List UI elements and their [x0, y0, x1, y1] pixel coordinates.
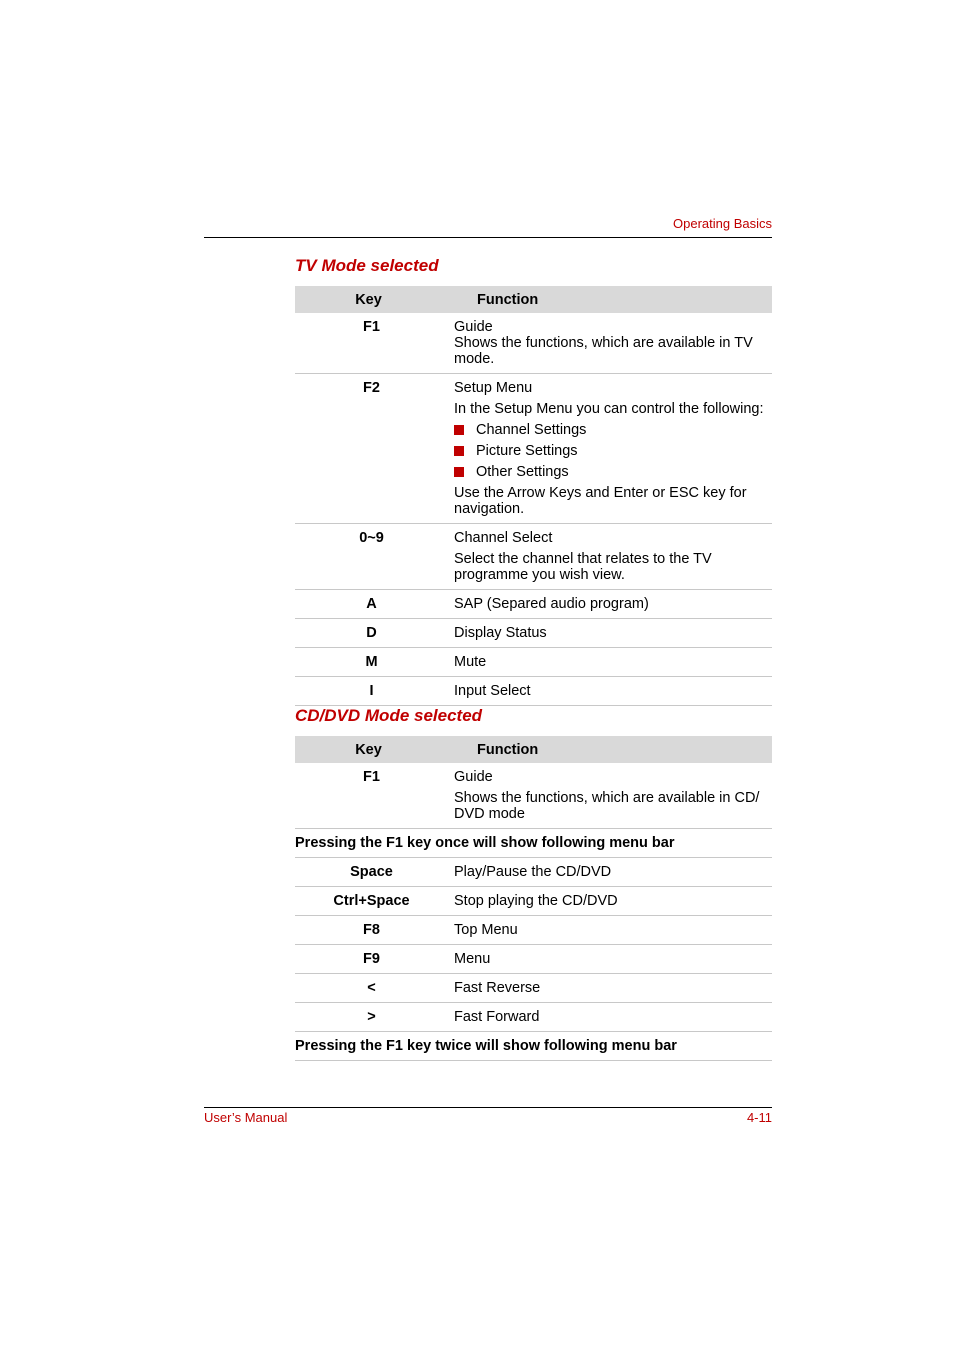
column-header-function: Function	[448, 286, 772, 313]
list-item-label: Channel Settings	[476, 422, 587, 438]
list-item	[454, 422, 766, 438]
column-header-key: Key	[295, 286, 448, 313]
list-item-label: Other Settings	[476, 464, 569, 480]
key-cell: D	[295, 619, 448, 648]
table-header-row	[295, 286, 772, 313]
function-cell: Fast Forward	[448, 1003, 772, 1032]
function-title: Guide	[454, 769, 493, 785]
table-row	[295, 590, 772, 619]
function-cell	[448, 374, 772, 524]
table-row	[295, 648, 772, 677]
table-row	[295, 677, 772, 706]
table-row	[295, 974, 772, 1003]
function-cell: Mute	[448, 648, 772, 677]
list-item	[454, 443, 766, 459]
key-cell: A	[295, 590, 448, 619]
table-row	[295, 829, 772, 858]
red-square-bullet-icon	[454, 467, 464, 477]
key-cell: >	[295, 1003, 448, 1032]
key-cell: 0~9	[295, 524, 448, 590]
tv-mode-title: TV Mode selected	[295, 256, 439, 275]
function-cell: Display Status	[448, 619, 772, 648]
key-cell: Ctrl+Space	[295, 887, 448, 916]
table-row	[295, 858, 772, 887]
table-row	[295, 619, 772, 648]
page-number: 4-11	[746, 1110, 772, 1125]
list-item-label: Picture Settings	[476, 443, 578, 459]
footer-rule	[204, 1107, 772, 1108]
table-row	[295, 945, 772, 974]
function-cell: Play/Pause the CD/DVD	[448, 858, 772, 887]
function-cell	[448, 313, 772, 374]
key-cell: F1	[295, 313, 448, 374]
function-cell	[448, 763, 772, 829]
menu-bar-note-twice: Pressing the F1 key twice will show following menu bar	[295, 1032, 772, 1061]
key-cell: F1	[295, 763, 448, 829]
table-header-row	[295, 736, 772, 763]
red-square-bullet-icon	[454, 446, 464, 456]
column-header-function: Function	[448, 736, 772, 763]
key-cell: F2	[295, 374, 448, 524]
table-row	[295, 1032, 772, 1061]
key-cell: M	[295, 648, 448, 677]
function-cell: Top Menu	[448, 916, 772, 945]
function-cell: Stop playing the CD/DVD	[448, 887, 772, 916]
function-desc: In the Setup Menu you can control the following:	[454, 401, 764, 417]
column-header-key: Key	[295, 736, 448, 763]
table-row	[295, 763, 772, 829]
table-row	[295, 916, 772, 945]
key-cell: <	[295, 974, 448, 1003]
function-desc: Use the Arrow Keys and Enter or ESC key for navigation.	[454, 485, 747, 517]
table-row	[295, 313, 772, 374]
function-desc: Select the channel that relates to the TV programme you wish view.	[454, 551, 712, 583]
function-desc: Shows the functions, which are available in CD/ DVD mode	[454, 790, 760, 822]
function-title: Guide	[454, 319, 493, 335]
dvd-mode-table	[295, 736, 772, 1061]
function-desc: Shows the functions, which are available in TV mode.	[454, 335, 753, 367]
header-rule	[204, 237, 772, 238]
running-header: Operating Basics	[673, 216, 772, 231]
menu-bar-note-once: Pressing the F1 key once will show following menu bar	[295, 829, 772, 858]
table-row	[295, 374, 772, 524]
function-cell: SAP (Separed audio program)	[448, 590, 772, 619]
key-cell: F9	[295, 945, 448, 974]
footer-manual-title: User’s Manual	[204, 1110, 288, 1125]
bullet-list	[454, 422, 766, 480]
table-row	[295, 887, 772, 916]
list-item	[454, 464, 766, 480]
key-cell: Space	[295, 858, 448, 887]
red-square-bullet-icon	[454, 425, 464, 435]
function-title: Setup Menu	[454, 380, 533, 396]
function-cell	[448, 524, 772, 590]
key-cell: F8	[295, 916, 448, 945]
table-row	[295, 524, 772, 590]
function-cell: Menu	[448, 945, 772, 974]
function-cell: Input Select	[448, 677, 772, 706]
dvd-mode-title: CD/DVD Mode selected	[295, 706, 483, 725]
table-row	[295, 1003, 772, 1032]
function-title: Channel Select	[454, 530, 553, 546]
key-cell: I	[295, 677, 448, 706]
function-cell: Fast Reverse	[448, 974, 772, 1003]
tv-mode-table	[295, 286, 772, 706]
